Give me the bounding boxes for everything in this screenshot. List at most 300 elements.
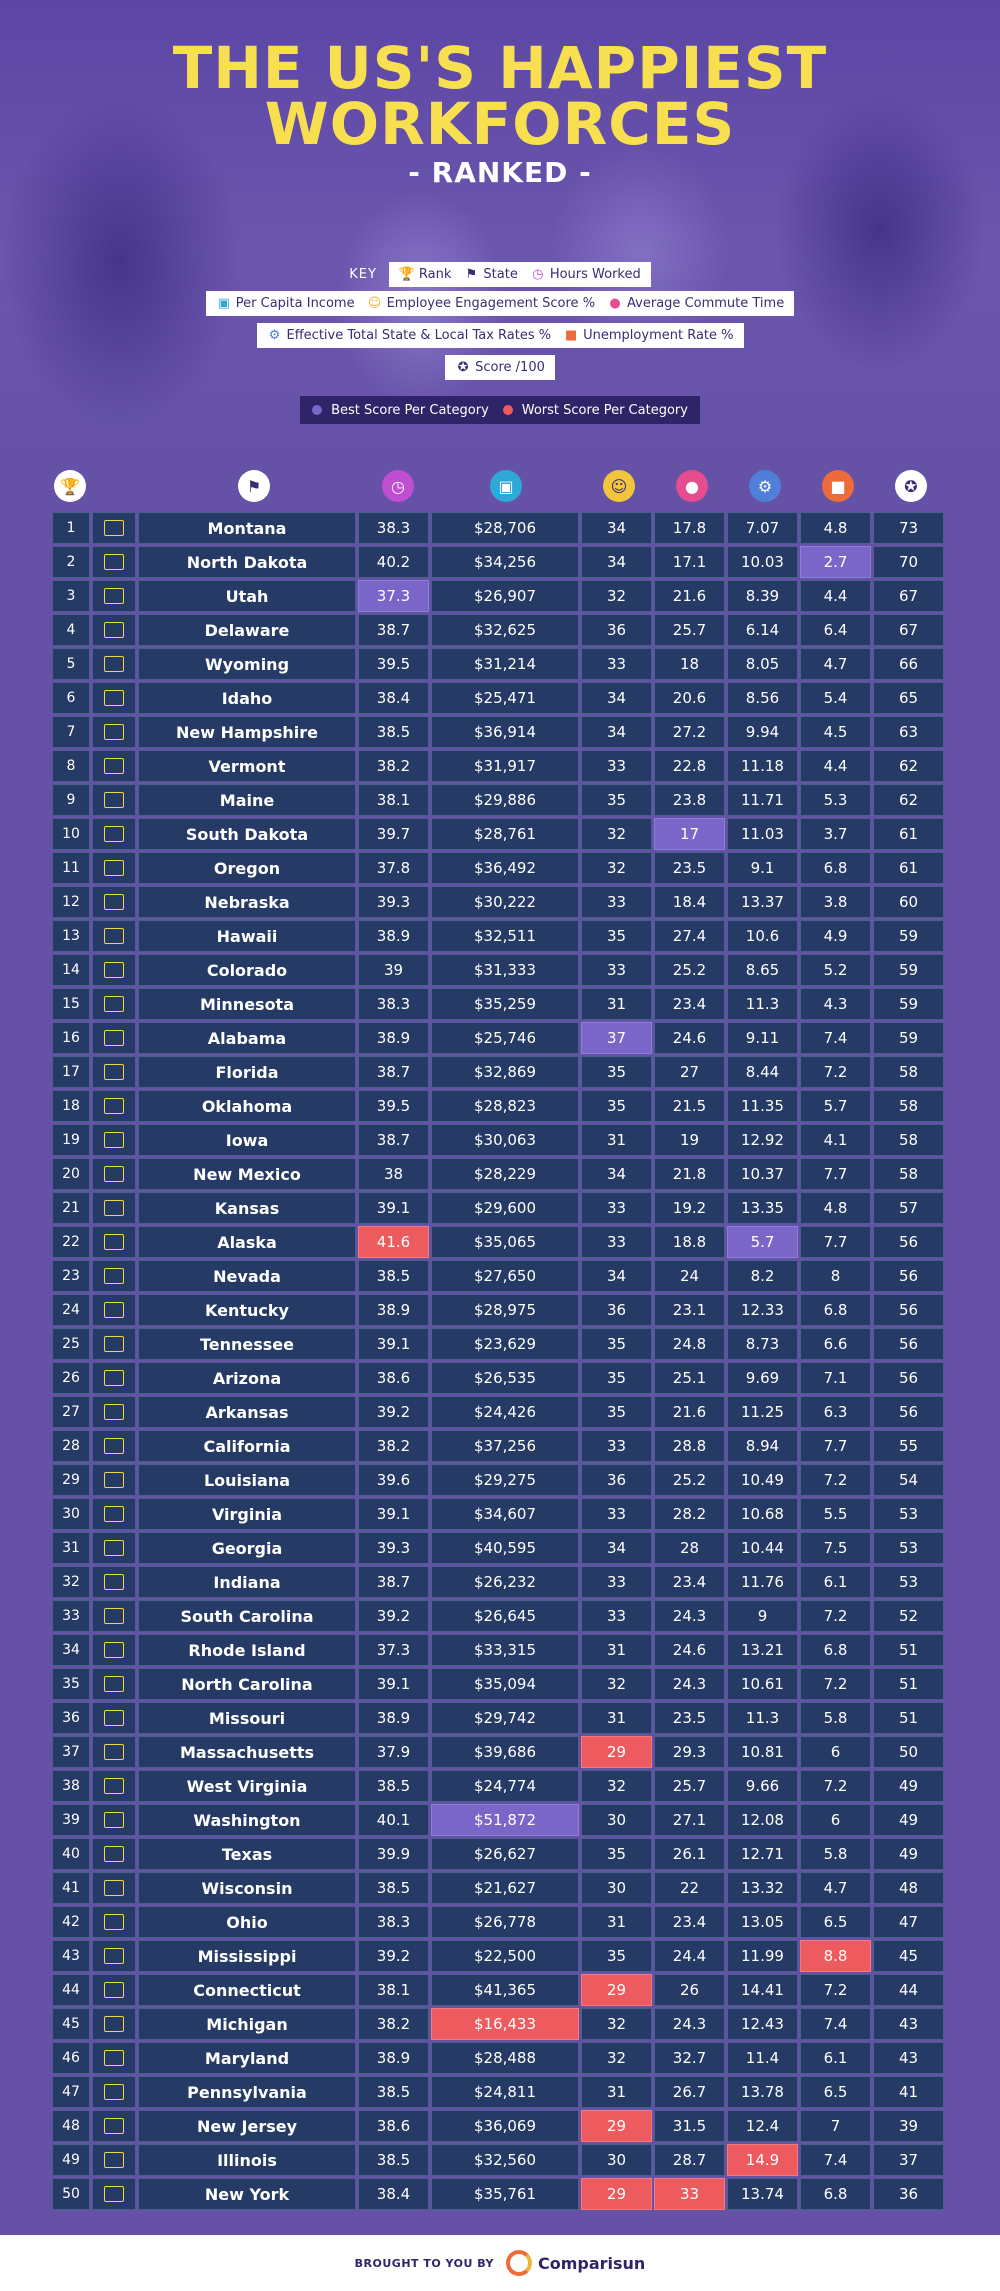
cell-engagement: 32 <box>581 852 652 884</box>
cell-score: 61 <box>873 818 944 850</box>
state-shape-cell <box>92 2076 136 2108</box>
cell-unemployment: 4.8 <box>800 512 871 544</box>
cell-score: 53 <box>873 1498 944 1530</box>
cell-income: $35,065 <box>431 1226 579 1258</box>
table-row <box>51 545 949 579</box>
cell-income: $16,433 <box>431 2008 579 2040</box>
cell-engagement: 32 <box>581 818 652 850</box>
state-shape-cell <box>92 2110 136 2142</box>
trophy-icon: 🏆 <box>54 470 86 502</box>
table-row <box>51 749 949 783</box>
cell-engagement: 29 <box>581 2178 652 2210</box>
cell-tax: 11.99 <box>727 1940 798 1972</box>
cell-state: Maryland <box>138 2042 356 2074</box>
state-shape-cell <box>92 988 136 1020</box>
cell-hours: 38.5 <box>358 716 429 748</box>
cell-engagement: 33 <box>581 1192 652 1224</box>
cell-rank: 18 <box>52 1090 90 1122</box>
cell-hours: 38.5 <box>358 1260 429 1292</box>
cell-tax: 10.81 <box>727 1736 798 1768</box>
cell-hours: 38.5 <box>358 2076 429 2108</box>
cell-score: 67 <box>873 580 944 612</box>
table-row <box>51 1701 949 1735</box>
cell-tax: 13.05 <box>727 1906 798 1938</box>
state-shape-cell <box>92 580 136 612</box>
cell-hours: 39.5 <box>358 648 429 680</box>
table-row <box>51 1837 949 1871</box>
state-shape-cell <box>92 614 136 646</box>
table-row <box>51 1089 949 1123</box>
cell-score: 51 <box>873 1634 944 1666</box>
state-shape-cell <box>92 546 136 578</box>
key-box-1 <box>389 262 651 287</box>
cell-state: Missouri <box>138 1702 356 1734</box>
medal-icon: ✪ <box>895 470 927 502</box>
state-outline-icon <box>104 928 124 944</box>
cell-income: $29,886 <box>431 784 579 816</box>
cell-score: 58 <box>873 1090 944 1122</box>
cell-commute: 23.4 <box>654 988 725 1020</box>
cell-tax: 12.92 <box>727 1124 798 1156</box>
cell-commute: 25.1 <box>654 1362 725 1394</box>
cell-tax: 11.71 <box>727 784 798 816</box>
cell-rank: 42 <box>52 1906 90 1938</box>
brand-logo <box>506 2250 645 2276</box>
cell-commute: 24.8 <box>654 1328 725 1360</box>
cell-tax: 12.33 <box>727 1294 798 1326</box>
cell-rank: 6 <box>52 682 90 714</box>
car-icon: ● <box>676 470 708 502</box>
cell-income: $26,645 <box>431 1600 579 1632</box>
cell-engagement: 33 <box>581 954 652 986</box>
cell-unemployment: 4.4 <box>800 580 871 612</box>
cell-tax: 11.3 <box>727 988 798 1020</box>
cell-hours: 38 <box>358 1158 429 1190</box>
state-outline-icon <box>104 2016 124 2032</box>
cell-rank: 37 <box>52 1736 90 1768</box>
cell-state: Vermont <box>138 750 356 782</box>
state-shape-cell <box>92 1566 136 1598</box>
state-outline-icon <box>104 1574 124 1590</box>
cell-state: Maine <box>138 784 356 816</box>
cell-hours: 38.2 <box>358 750 429 782</box>
cell-hours: 38.7 <box>358 1566 429 1598</box>
cell-score: 47 <box>873 1906 944 1938</box>
cell-income: $31,917 <box>431 750 579 782</box>
cell-engagement: 30 <box>581 1872 652 1904</box>
cell-engagement: 33 <box>581 1430 652 1462</box>
cell-rank: 5 <box>52 648 90 680</box>
table-row <box>51 1191 949 1225</box>
column-icons <box>0 470 1000 506</box>
key-state: ⚑ State <box>463 267 517 282</box>
state-shape-cell <box>92 1702 136 1734</box>
state-shape-cell <box>92 1464 136 1496</box>
cell-hours: 39.1 <box>358 1328 429 1360</box>
cell-commute: 27 <box>654 1056 725 1088</box>
state-shape-cell <box>92 784 136 816</box>
state-outline-icon <box>104 520 124 536</box>
cell-score: 45 <box>873 1940 944 1972</box>
cell-score: 60 <box>873 886 944 918</box>
state-outline-icon <box>104 1302 124 1318</box>
state-outline-icon <box>104 894 124 910</box>
cell-tax: 8.05 <box>727 648 798 680</box>
cell-commute: 17.8 <box>654 512 725 544</box>
table-row <box>51 1463 949 1497</box>
cell-income: $32,511 <box>431 920 579 952</box>
cell-commute: 25.7 <box>654 614 725 646</box>
table-row <box>51 817 949 851</box>
cell-score: 51 <box>873 1668 944 1700</box>
cell-score: 51 <box>873 1702 944 1734</box>
table-row <box>51 1157 949 1191</box>
state-outline-icon <box>104 1676 124 1692</box>
state-shape-cell <box>92 1974 136 2006</box>
cell-commute: 29.3 <box>654 1736 725 1768</box>
cell-income: $29,275 <box>431 1464 579 1496</box>
state-shape-cell <box>92 1668 136 1700</box>
state-shape-cell <box>92 852 136 884</box>
legend-box <box>300 396 700 424</box>
cell-income: $35,761 <box>431 2178 579 2210</box>
cell-tax: 14.41 <box>727 1974 798 2006</box>
state-shape-cell <box>92 1532 136 1564</box>
cell-rank: 33 <box>52 1600 90 1632</box>
state-shape-cell <box>92 1192 136 1224</box>
cell-hours: 39 <box>358 954 429 986</box>
comparisun-logo-icon <box>506 2250 532 2276</box>
cell-engagement: 35 <box>581 784 652 816</box>
cell-rank: 20 <box>52 1158 90 1190</box>
cell-score: 59 <box>873 954 944 986</box>
cell-tax: 11.35 <box>727 1090 798 1122</box>
cell-engagement: 34 <box>581 1158 652 1190</box>
cell-score: 59 <box>873 920 944 952</box>
cell-engagement: 34 <box>581 1532 652 1564</box>
cell-income: $26,627 <box>431 1838 579 1870</box>
cell-commute: 33 <box>654 2178 725 2210</box>
state-outline-icon <box>104 758 124 774</box>
cell-hours: 38.6 <box>358 1362 429 1394</box>
cell-rank: 4 <box>52 614 90 646</box>
cell-score: 49 <box>873 1838 944 1870</box>
cell-unemployment: 2.7 <box>800 546 871 578</box>
cell-commute: 28 <box>654 1532 725 1564</box>
cell-engagement: 31 <box>581 988 652 1020</box>
cell-score: 67 <box>873 614 944 646</box>
cell-commute: 23.4 <box>654 1906 725 1938</box>
cell-engagement: 33 <box>581 750 652 782</box>
cell-hours: 38.5 <box>358 1770 429 1802</box>
legend-best: Best Score Per Category <box>312 403 489 418</box>
cell-state: Wisconsin <box>138 1872 356 1904</box>
smiley-icon: ☺ <box>367 295 382 311</box>
state-outline-icon <box>104 2152 124 2168</box>
key-row-3 <box>0 323 1000 348</box>
cell-state: Hawaii <box>138 920 356 952</box>
cell-rank: 3 <box>52 580 90 612</box>
state-shape-cell <box>92 1362 136 1394</box>
state-outline-icon <box>104 2186 124 2202</box>
cell-rank: 50 <box>52 2178 90 2210</box>
cell-rank: 16 <box>52 1022 90 1054</box>
cell-tax: 12.08 <box>727 1804 798 1836</box>
cell-state: Nebraska <box>138 886 356 918</box>
state-shape-cell <box>92 1430 136 1462</box>
cell-income: $26,232 <box>431 1566 579 1598</box>
cell-commute: 17 <box>654 818 725 850</box>
cell-engagement: 31 <box>581 1906 652 1938</box>
cell-hours: 39.1 <box>358 1498 429 1530</box>
state-shape-cell <box>92 1600 136 1632</box>
cell-rank: 40 <box>52 1838 90 1870</box>
table-row <box>51 681 949 715</box>
tax-icon: ⚙ <box>749 470 781 502</box>
state-outline-icon <box>104 1608 124 1624</box>
cell-rank: 30 <box>52 1498 90 1530</box>
cell-hours: 37.9 <box>358 1736 429 1768</box>
cell-unemployment: 6.1 <box>800 2042 871 2074</box>
state-outline-icon <box>104 656 124 672</box>
cell-commute: 19.2 <box>654 1192 725 1224</box>
cell-state: North Carolina <box>138 1668 356 1700</box>
state-shape-cell <box>92 1634 136 1666</box>
cell-rank: 17 <box>52 1056 90 1088</box>
cell-rank: 34 <box>52 1634 90 1666</box>
cell-hours: 38.3 <box>358 988 429 1020</box>
cell-rank: 9 <box>52 784 90 816</box>
cell-engagement: 33 <box>581 1498 652 1530</box>
cell-score: 56 <box>873 1396 944 1428</box>
cell-engagement: 30 <box>581 2144 652 2176</box>
cell-commute: 24.6 <box>654 1634 725 1666</box>
state-shape-cell <box>92 1158 136 1190</box>
cell-income: $41,365 <box>431 1974 579 2006</box>
cell-rank: 2 <box>52 546 90 578</box>
cell-state: North Dakota <box>138 546 356 578</box>
key-box-2 <box>206 291 794 316</box>
table-row <box>51 511 949 545</box>
cell-tax: 8.39 <box>727 580 798 612</box>
cell-state: Louisiana <box>138 1464 356 1496</box>
cell-income: $23,629 <box>431 1328 579 1360</box>
key-income: ▣ Per Capita Income <box>217 295 355 311</box>
cell-income: $28,229 <box>431 1158 579 1190</box>
cell-unemployment: 7.7 <box>800 1158 871 1190</box>
cell-hours: 38.3 <box>358 1906 429 1938</box>
table-row <box>51 647 949 681</box>
cell-engagement: 31 <box>581 2076 652 2108</box>
cell-tax: 11.76 <box>727 1566 798 1598</box>
state-shape-cell <box>92 2144 136 2176</box>
table-row <box>51 1667 949 1701</box>
cell-unemployment: 6.8 <box>800 1634 871 1666</box>
cell-income: $31,333 <box>431 954 579 986</box>
cell-rank: 25 <box>52 1328 90 1360</box>
state-shape-cell <box>92 886 136 918</box>
cell-engagement: 33 <box>581 1566 652 1598</box>
cell-tax: 8.2 <box>727 1260 798 1292</box>
cell-tax: 10.44 <box>727 1532 798 1564</box>
cell-unemployment: 5.2 <box>800 954 871 986</box>
cell-unemployment: 5.3 <box>800 784 871 816</box>
cell-commute: 23.5 <box>654 1702 725 1734</box>
cell-hours: 41.6 <box>358 1226 429 1258</box>
cell-rank: 48 <box>52 2110 90 2142</box>
cell-tax: 11.25 <box>727 1396 798 1428</box>
cell-engagement: 34 <box>581 682 652 714</box>
cell-income: $36,069 <box>431 2110 579 2142</box>
cell-score: 62 <box>873 750 944 782</box>
cell-unemployment: 6.5 <box>800 1906 871 1938</box>
cell-engagement: 31 <box>581 1702 652 1734</box>
cell-income: $29,742 <box>431 1702 579 1734</box>
cell-engagement: 32 <box>581 2042 652 2074</box>
cell-unemployment: 4.7 <box>800 1872 871 1904</box>
cell-commute: 23.5 <box>654 852 725 884</box>
state-outline-icon <box>104 1948 124 1964</box>
cell-unemployment: 7.2 <box>800 1056 871 1088</box>
cell-unemployment: 7.2 <box>800 1974 871 2006</box>
smiley-icon: ☺ <box>603 470 635 502</box>
cell-income: $28,975 <box>431 1294 579 1326</box>
cell-state: Minnesota <box>138 988 356 1020</box>
cell-state: Kentucky <box>138 1294 356 1326</box>
table-row <box>51 1973 949 2007</box>
cell-commute: 25.7 <box>654 1770 725 1802</box>
state-shape-cell <box>92 1770 136 1802</box>
cell-hours: 39.1 <box>358 1668 429 1700</box>
cell-state: Washington <box>138 1804 356 1836</box>
key-row-2 <box>0 291 1000 316</box>
cell-tax: 11.03 <box>727 818 798 850</box>
table-row <box>51 885 949 919</box>
cell-hours: 38.9 <box>358 1702 429 1734</box>
cell-rank: 45 <box>52 2008 90 2040</box>
cell-income: $29,600 <box>431 1192 579 1224</box>
state-outline-icon <box>104 1982 124 1998</box>
cell-income: $35,094 <box>431 1668 579 1700</box>
cell-tax: 9.69 <box>727 1362 798 1394</box>
cell-hours: 40.2 <box>358 546 429 578</box>
table-row <box>51 1327 949 1361</box>
table-row <box>51 1395 949 1429</box>
cell-income: $25,746 <box>431 1022 579 1054</box>
cell-hours: 38.9 <box>358 1022 429 1054</box>
cell-hours: 39.3 <box>358 1532 429 1564</box>
cell-state: West Virginia <box>138 1770 356 1802</box>
cell-tax: 13.74 <box>727 2178 798 2210</box>
cell-income: $34,256 <box>431 546 579 578</box>
cell-rank: 31 <box>52 1532 90 1564</box>
cell-unemployment: 7.4 <box>800 2144 871 2176</box>
cell-score: 62 <box>873 784 944 816</box>
worst-dot-icon <box>503 405 513 415</box>
cell-engagement: 34 <box>581 716 652 748</box>
cell-tax: 9 <box>727 1600 798 1632</box>
cell-rank: 46 <box>52 2042 90 2074</box>
state-shape-cell <box>92 1124 136 1156</box>
cell-tax: 5.7 <box>727 1226 798 1258</box>
cell-engagement: 32 <box>581 580 652 612</box>
cell-unemployment: 7.2 <box>800 1464 871 1496</box>
state-shape-cell <box>92 1294 136 1326</box>
cell-score: 73 <box>873 512 944 544</box>
table-row <box>51 1905 949 1939</box>
cell-state: Kansas <box>138 1192 356 1224</box>
cell-tax: 8.65 <box>727 954 798 986</box>
table-row <box>51 715 949 749</box>
cell-rank: 29 <box>52 1464 90 1496</box>
cell-rank: 10 <box>52 818 90 850</box>
cell-unemployment: 4.4 <box>800 750 871 782</box>
cell-unemployment: 7.4 <box>800 1022 871 1054</box>
cell-rank: 28 <box>52 1430 90 1462</box>
cell-rank: 27 <box>52 1396 90 1428</box>
state-shape-cell <box>92 1260 136 1292</box>
table-row <box>51 1055 949 1089</box>
state-outline-icon <box>104 1098 124 1114</box>
tax-icon: ⚙ <box>268 327 281 343</box>
cash-icon: ▣ <box>217 295 230 311</box>
state-outline-icon <box>104 1642 124 1658</box>
cell-income: $32,625 <box>431 614 579 646</box>
cell-unemployment: 5.8 <box>800 1838 871 1870</box>
cell-income: $30,063 <box>431 1124 579 1156</box>
state-outline-icon <box>104 588 124 604</box>
cell-unemployment: 5.4 <box>800 682 871 714</box>
cell-hours: 39.7 <box>358 818 429 850</box>
cell-score: 56 <box>873 1328 944 1360</box>
state-outline-icon <box>104 690 124 706</box>
cell-hours: 38.3 <box>358 512 429 544</box>
cell-commute: 31.5 <box>654 2110 725 2142</box>
cell-state: Utah <box>138 580 356 612</box>
cell-commute: 21.6 <box>654 580 725 612</box>
cell-commute: 21.8 <box>654 1158 725 1190</box>
table-row <box>51 851 949 885</box>
cell-state: Virginia <box>138 1498 356 1530</box>
state-outline-icon <box>104 1336 124 1352</box>
cell-hours: 38.7 <box>358 1056 429 1088</box>
table-row <box>51 2075 949 2109</box>
cell-unemployment: 4.3 <box>800 988 871 1020</box>
state-shape-cell <box>92 512 136 544</box>
cell-tax: 10.37 <box>727 1158 798 1190</box>
cell-income: $33,315 <box>431 1634 579 1666</box>
cell-state: New Mexico <box>138 1158 356 1190</box>
cell-state: Montana <box>138 512 356 544</box>
ranking-table <box>51 511 949 2211</box>
cell-score: 56 <box>873 1362 944 1394</box>
cell-score: 61 <box>873 852 944 884</box>
legend-row <box>0 396 1000 424</box>
state-outline-icon <box>104 826 124 842</box>
cell-engagement: 32 <box>581 1770 652 1802</box>
state-outline-icon <box>104 1880 124 1896</box>
cell-unemployment: 4.7 <box>800 648 871 680</box>
cell-unemployment: 4.9 <box>800 920 871 952</box>
cell-state: Oklahoma <box>138 1090 356 1122</box>
cell-hours: 39.1 <box>358 1192 429 1224</box>
cell-unemployment: 7.2 <box>800 1668 871 1700</box>
state-outline-icon <box>104 1846 124 1862</box>
state-shape-cell <box>92 648 136 680</box>
cell-unemployment: 3.7 <box>800 818 871 850</box>
cell-rank: 36 <box>52 1702 90 1734</box>
cell-tax: 11.3 <box>727 1702 798 1734</box>
